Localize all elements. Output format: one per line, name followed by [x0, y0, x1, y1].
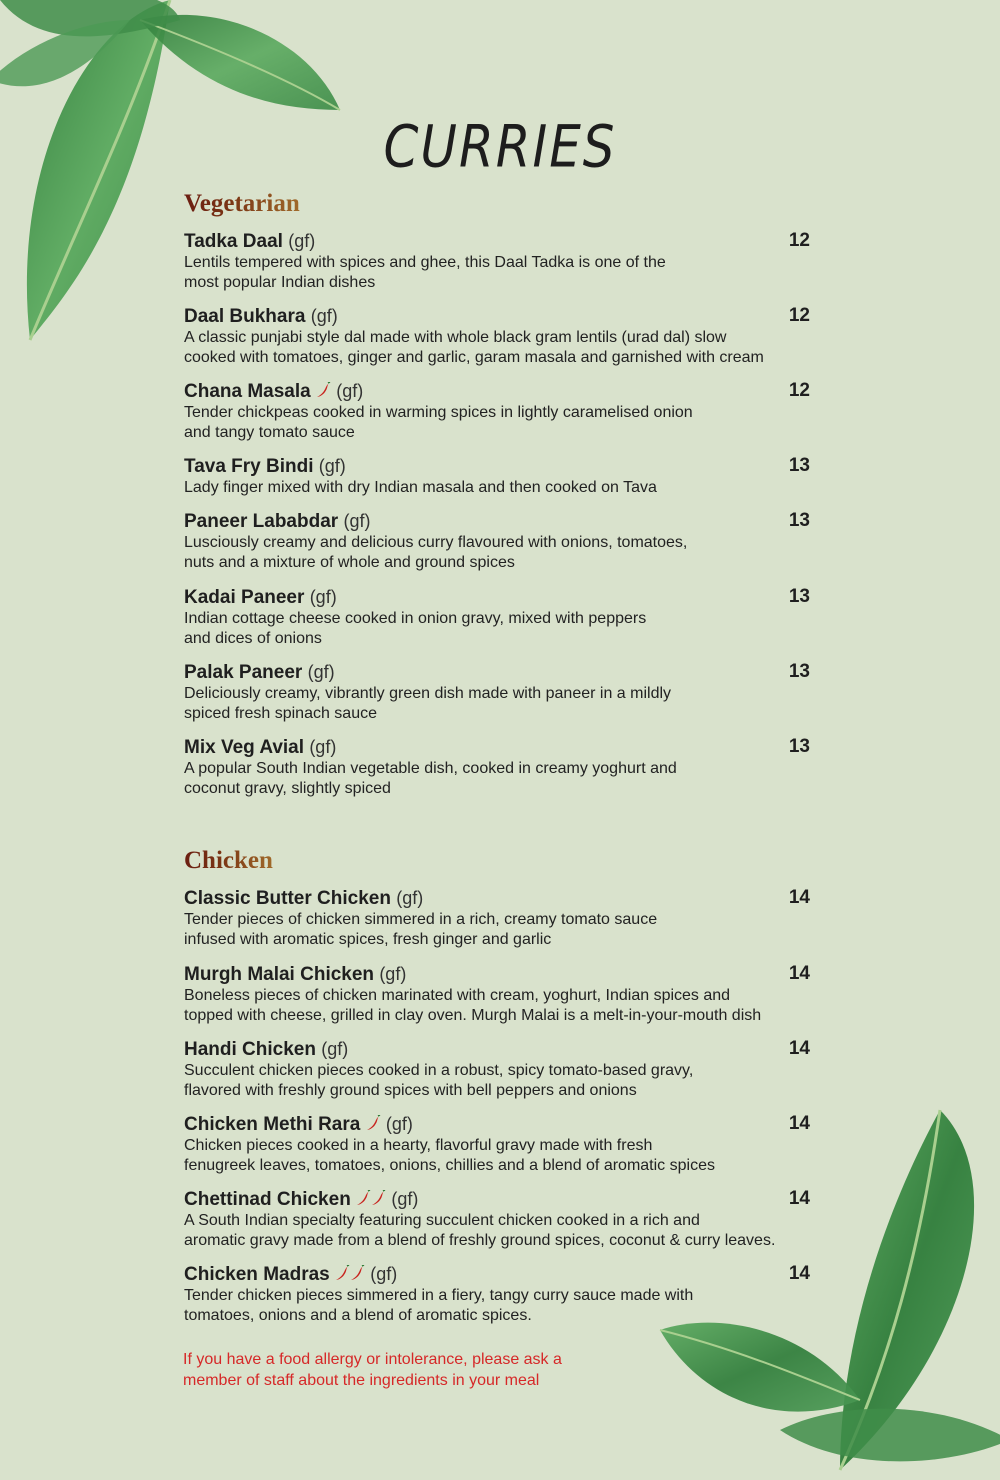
item-name: Tava Fry Bindi	[184, 456, 314, 477]
item-price: 12	[788, 305, 810, 326]
menu-item	[184, 1263, 814, 1326]
item-description-line2: infused with aromatic spices, fresh ginger and garlic	[184, 931, 552, 948]
menu-item	[184, 887, 814, 950]
gluten-free-tag: (gf)	[370, 1264, 398, 1284]
item-price: 14	[788, 1263, 810, 1284]
item-name: Kadai Paneer	[184, 587, 305, 608]
item-name: Murgh Malai Chicken	[184, 964, 375, 985]
gluten-free-tag: (gf)	[309, 587, 337, 607]
item-description-line1: A popular South Indian vegetable dish, cooked in creamy yoghurt and	[184, 760, 677, 777]
item-name: Daal Bukhara	[184, 306, 306, 327]
item-description-line2: spiced fresh spinach sauce	[184, 705, 377, 722]
gluten-free-tag: (gf)	[396, 888, 424, 908]
menu-item	[184, 661, 814, 724]
item-name: Classic Butter Chicken	[184, 888, 391, 909]
item-name: Chicken Methi Rara	[184, 1114, 361, 1135]
chili-icon	[366, 1115, 381, 1131]
item-description-line1: Succulent chicken pieces cooked in a robust, spicy tomato-based gravy,	[184, 1062, 694, 1079]
item-description-line2: fenugreek leaves, tomatoes, onions, chillies and a blend of aromatic spices	[184, 1157, 715, 1174]
item-description-line2: aromatic gravy made from a blend of freshly ground spices, coconut & curry leaves.	[184, 1232, 776, 1249]
item-price: 13	[788, 661, 810, 682]
menu-item	[184, 1188, 814, 1251]
item-description-line2: coconut gravy, slightly spiced	[184, 780, 391, 797]
item-description-line1: Deliciously creamy, vibrantly green dish made with paneer in a mildly	[184, 685, 672, 702]
gluten-free-tag: (gf)	[288, 231, 316, 251]
gluten-free-tag: (gf)	[343, 511, 371, 531]
chili-icon	[350, 1265, 365, 1281]
item-price: 12	[788, 380, 810, 401]
item-price: 14	[788, 1188, 810, 1209]
section-heading-vegetarian: Vegetarian	[184, 190, 300, 217]
item-description-line2: cooked with tomatoes, ginger and garlic, garam masala and garnished with cream	[184, 349, 764, 366]
item-price: 14	[788, 1038, 810, 1059]
menu-item	[184, 230, 814, 293]
item-description-line1: A classic punjabi style dal made with whole black gram lentils (urad dal) slow	[184, 329, 727, 346]
item-description-line1: Indian cottage cheese cooked in onion gravy, mixed with peppers	[184, 610, 647, 627]
item-description-line1: Tender chickpeas cooked in warming spices in lightly caramelised onion	[184, 404, 693, 421]
item-description-line2: most popular Indian dishes	[184, 274, 376, 291]
menu-item	[184, 1113, 814, 1176]
menu-item	[184, 1038, 814, 1101]
item-description-line2: topped with cheese, grilled in clay oven. Murgh Malai is a melt-in-your-mouth dish	[184, 1007, 762, 1024]
item-description-line2: flavored with freshly ground spices with bell peppers and onions	[184, 1082, 637, 1099]
section-heading-chicken: Chicken	[184, 847, 273, 874]
menu-item	[184, 510, 814, 573]
item-price: 13	[788, 455, 810, 476]
menu-item	[184, 305, 814, 368]
menu-item	[184, 736, 814, 799]
chili-icon	[371, 1190, 386, 1206]
item-description-line1: Lusciously creamy and delicious curry flavoured with onions, tomatoes,	[184, 534, 688, 551]
item-price: 12	[788, 230, 810, 251]
gluten-free-tag: (gf)	[307, 662, 335, 682]
item-name: Mix Veg Avial	[184, 737, 305, 758]
chili-icon	[316, 382, 331, 398]
gluten-free-tag: (gf)	[310, 306, 338, 326]
item-name: Palak Paneer	[184, 662, 303, 683]
gluten-free-tag: (gf)	[309, 737, 337, 757]
item-description-line2: and tangy tomato sauce	[184, 424, 355, 441]
item-price: 14	[788, 887, 810, 908]
item-description-line1: Lady finger mixed with dry Indian masala and then cooked on Tava	[184, 479, 657, 496]
item-price: 13	[788, 586, 810, 607]
item-description-line1: Chicken pieces cooked in a hearty, flavorful gravy made with fresh	[184, 1137, 653, 1154]
allergy-notice-line1: If you have a food allergy or intolerance, please ask a	[183, 1351, 562, 1368]
page-title: CURRIES	[383, 113, 617, 181]
item-price: 14	[788, 1113, 810, 1134]
menu-item	[184, 963, 814, 1026]
item-name: Chicken Madras	[184, 1264, 330, 1285]
item-description-line2: and dices of onions	[184, 630, 322, 647]
gluten-free-tag: (gf)	[391, 1189, 419, 1209]
gluten-free-tag: (gf)	[336, 381, 364, 401]
item-name: Tadka Daal	[184, 231, 283, 252]
item-price: 13	[788, 736, 810, 757]
item-name: Chana Masala	[184, 381, 311, 402]
item-description-line1: Tender pieces of chicken simmered in a rich, creamy tomato sauce	[184, 911, 658, 928]
item-name: Handi Chicken	[184, 1039, 316, 1060]
allergy-notice-line2: member of staff about the ingredients in your meal	[183, 1372, 540, 1389]
chili-icon	[356, 1190, 371, 1206]
item-description-line2: tomatoes, onions and a blend of aromatic spices.	[184, 1307, 532, 1324]
item-description-line1: A South Indian specialty featuring succulent chicken cooked in a rich and	[184, 1212, 700, 1229]
gluten-free-tag: (gf)	[385, 1114, 413, 1134]
item-description-line1: Lentils tempered with spices and ghee, this Daal Tadka is one of the	[184, 254, 666, 271]
item-description-line1: Tender chicken pieces simmered in a fiery, tangy curry sauce made with	[184, 1287, 694, 1304]
item-description-line2: nuts and a mixture of whole and ground spices	[184, 554, 515, 571]
item-price: 13	[788, 510, 810, 531]
item-name: Chettinad Chicken	[184, 1189, 351, 1210]
gluten-free-tag: (gf)	[321, 1039, 349, 1059]
gluten-free-tag: (gf)	[318, 456, 346, 476]
menu-item	[184, 380, 814, 443]
item-description-line1: Boneless pieces of chicken marinated with cream, yoghurt, Indian spices and	[184, 987, 731, 1004]
menu-item	[184, 455, 814, 498]
menu-item	[184, 586, 814, 649]
gluten-free-tag: (gf)	[379, 964, 407, 984]
allergy-notice	[183, 1349, 603, 1391]
chili-icon	[335, 1265, 350, 1281]
item-price: 14	[788, 963, 810, 984]
item-name: Paneer Lababdar	[184, 511, 339, 532]
